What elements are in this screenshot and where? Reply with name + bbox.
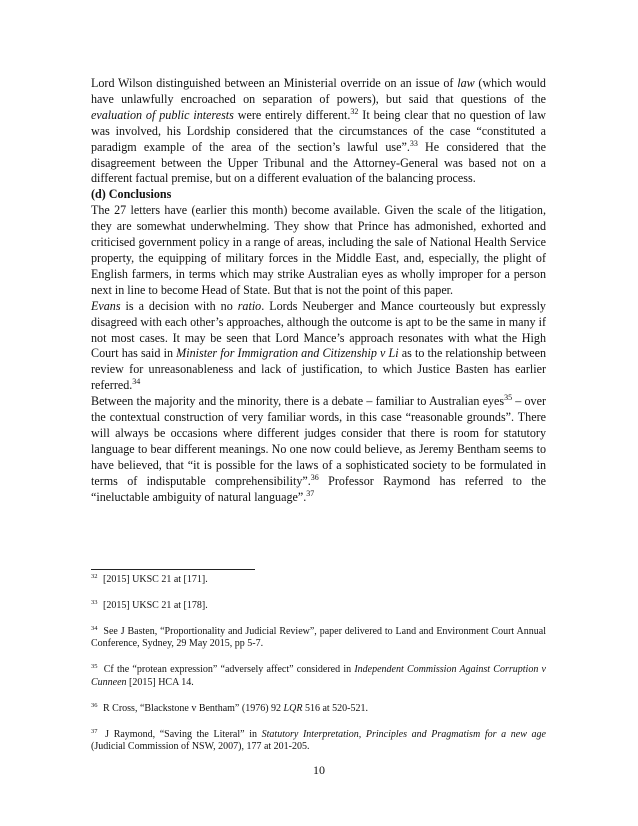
italic-text: evaluation of public interests — [91, 107, 234, 122]
text-run: is a decision with no — [120, 298, 238, 313]
footnote-ref-35[interactable]: 35 — [504, 393, 513, 403]
text-run: (which would have unlawfully encroached on separation of powers), but said that questions of the — [91, 76, 546, 106]
footnote-text: R Cross, “Blackstone v Bentham” (1976) 92 — [100, 702, 284, 714]
footnote-text: [2015] UKSC 21 at [178]. — [100, 599, 208, 611]
footnote-37 — [91, 729, 546, 755]
text-run: as to the relationship between review for unreasonableness and lack of justification, to which Justice Basten has earlier referred. — [91, 346, 547, 393]
paragraph-majority-minority — [91, 394, 546, 505]
paragraph-letters: The 27 letters have (earlier this month) become available. Given the scale of the litigation, they are somewhat underwhelming. They show that Prince has admonished, exhorted and criticised government policy in a range of areas, including the sale of National Health Service property, the equipping of military forces in the Middle East, and, especially, the plight of English farmers, in terms which may strike Australian eyes as wholly improper for a person next in line to become Head of State. But that is not the point of this paper. — [91, 203, 546, 297]
footnote-number: 33 — [91, 598, 98, 606]
text-run: – over the contextual construction of very familiar words, in this case “reasonable grounds”. There will always be occasions where different judges consider that there is room for statutory language to bear different meanings. No one now could believe, as Jeremy Bentham seems to have believed, that “it is possible for the laws of a sophisticated society to be formulated in terms of indisputable comprehensibility”. — [91, 394, 546, 488]
footnote-35 — [91, 664, 546, 690]
journal-name: LQR — [283, 702, 303, 714]
footnote-text: 516 at 520-521. — [302, 702, 368, 714]
case-name: Evans — [91, 298, 121, 313]
italic-text: ratio — [237, 298, 262, 313]
footnote-32 — [91, 574, 546, 587]
text-run: Professor Raymond has referred to the “ineluctable ambiguity of natural language”. — [91, 473, 546, 504]
footnote-ref-33[interactable]: 33 — [409, 138, 418, 148]
case-name: Independent Commission Against Corruption v Cunneen — [91, 664, 546, 688]
footnote-number: 35 — [91, 663, 98, 671]
footnote-number: 34 — [91, 624, 98, 632]
section-heading: (d) Conclusions — [91, 187, 172, 202]
footnote-text: [2015] HCA 14. — [126, 676, 194, 688]
footnotes — [91, 574, 546, 767]
footnote-number: 32 — [91, 573, 98, 580]
footnote-text: [2015] UKSC 21 at [171]. — [100, 574, 208, 585]
text-run: He considered that the disagreement between the Upper Tribunal and the Attorney-General was based not on a different factual premise, but on a different evaluation of the balancing process. — [91, 139, 546, 186]
footnote-ref-36[interactable]: 36 — [310, 472, 319, 482]
footnote-34 — [91, 626, 546, 652]
footnote-text: Cf the “protean expression” “adversely affect” considered in — [100, 664, 355, 676]
body-text — [91, 76, 546, 505]
paragraph-lord-wilson — [91, 76, 546, 187]
text-run: . Lords Neuberger and Mance courteously but expressly disagreed with each other’s approaches, although the outcome is apt to be the same in many if not most cases. It may be seen that Lord Mance’s approach resonates with what the High Court has said in — [91, 298, 546, 361]
footnote-text: J Raymond, “Saving the Literal” in — [100, 728, 262, 740]
paragraph-evans — [91, 299, 546, 394]
text-run: were entirely different. — [233, 107, 351, 122]
footnote-separator — [91, 569, 255, 570]
footnote-number: 36 — [91, 701, 98, 709]
italic-text: law — [457, 76, 475, 90]
text-run: It being clear that no question of law was involved, his Lordship considered that the circumstances of the case “constituted a paradigm example of the area of the section’s lawful use”. — [91, 107, 546, 154]
footnote-text: (Judicial Commission of NSW, 2007), 177 at 201-205. — [91, 741, 310, 753]
footnote-ref-37[interactable]: 37 — [306, 488, 315, 498]
footnote-ref-34[interactable]: 34 — [132, 377, 141, 387]
page-number: 10 — [313, 763, 325, 777]
footnote-33 — [91, 600, 546, 613]
footnote-number: 37 — [91, 727, 98, 735]
text-run: Lord Wilson distinguished between an Ministerial override on an issue of — [91, 76, 458, 90]
footnote-36 — [91, 703, 546, 716]
footnote-text: See J Basten, “Proportionality and Judicial Review”, paper delivered to Land and Environment Court Annual Conference, Sydney, 29 May 2015, pp 5-7. — [91, 625, 546, 650]
text-run: Between the majority and the minority, there is a debate – familiar to Australian eyes — [91, 394, 505, 409]
footnote-ref-32[interactable]: 32 — [350, 106, 359, 116]
book-title: Statutory Interpretation, Principles and Pragmatism for a new age — [261, 728, 546, 740]
case-name: Minister for Immigration and Citizenship v Li — [176, 346, 399, 361]
